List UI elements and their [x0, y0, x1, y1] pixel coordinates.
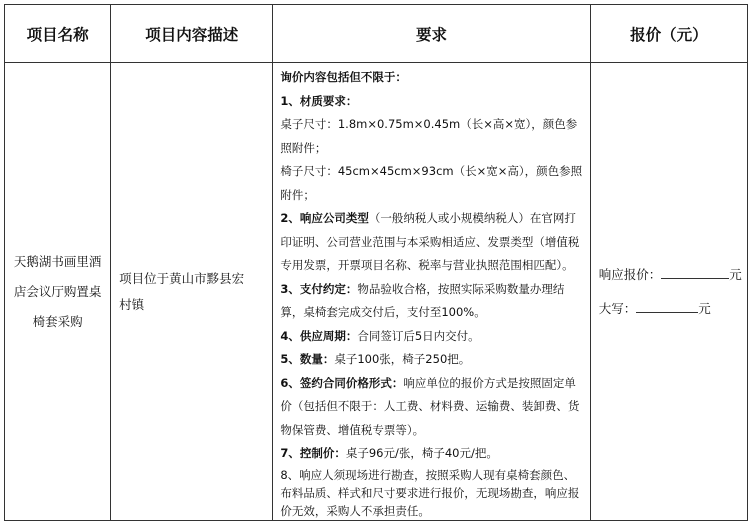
- item-2-label: 2、响应公司类型: [280, 211, 369, 225]
- quote-price-line: [598, 258, 742, 292]
- item-4-text: 合同签订后5日内交付。: [357, 328, 480, 343]
- requirement-item-3: [280, 278, 583, 325]
- requirement-item-8: 8、响应人须现场进行勘查，按照采购人现有桌椅套颜色、布料品质、样式和尺寸要求进行报价，无现场勘查，响应报价无效，采购人不承担责任。: [280, 467, 580, 518]
- header-project-name: 项目名称: [5, 5, 111, 63]
- chair-size-text: 椅子尺寸：45cm×45cm×93cm（长×宽×高），颜色参照附件；: [280, 164, 583, 202]
- caps-amount-label: 大写：: [598, 300, 637, 316]
- item-2-text: （一般纳税人或小规模纳税人）在官网打印证明、公司营业范围与本采购相适应、发票类型（增值税专用发票，开票项目名称、税率与营业执照范围相匹配）。: [280, 211, 580, 272]
- requirement-item-4: [280, 325, 583, 349]
- header-project-description: 项目内容描述: [111, 5, 273, 63]
- requirement-item-5: [280, 348, 583, 372]
- requirement-item-7: [280, 442, 583, 466]
- item-4-label: 4、供应周期：: [280, 328, 358, 343]
- project-description-cell: [111, 63, 273, 521]
- item-3-text: 物品验收合格，按照实际采购数量办理结算，桌椅套完成交付后，支付至100%。: [280, 281, 565, 319]
- item-7-text: 桌子96元/张，椅子40元/把。: [345, 446, 498, 460]
- price-cell: [590, 63, 747, 521]
- quote-price-blank[interactable]: [661, 263, 729, 279]
- table-row: [5, 63, 748, 521]
- requirements-cell: [273, 63, 590, 521]
- header-row: [5, 5, 748, 63]
- project-description-line: 项目位于黄山市黟县宏: [119, 270, 245, 286]
- project-name-line: 店会议厅购置桌: [13, 283, 102, 299]
- header-requirements: 要求: [273, 5, 590, 63]
- header-quote-price: 报价（元）: [590, 5, 747, 63]
- project-description-line: 村镇: [119, 296, 145, 312]
- item-7-label: 7、控制价：: [280, 446, 346, 460]
- item-6-label: 6、签约合同价格形式：: [280, 375, 404, 390]
- item-3-label: 3、支付约定：: [280, 281, 358, 296]
- project-name-line: 天鹅湖书画里酒: [13, 253, 102, 269]
- item-6-text: 响应单位的报价方式是按照固定单价（包括但不限于：人工费、材料费、运输费、装卸费、货物保管费、增值税专票等）。: [280, 375, 580, 437]
- caps-amount-blank[interactable]: [636, 297, 698, 313]
- material-title: 1、材质要求：: [280, 93, 358, 108]
- quote-price-unit: 元: [729, 266, 742, 282]
- requirements-intro: 询价内容包括但不限于：: [280, 70, 407, 84]
- item-5-label: 5、数量：: [280, 352, 335, 366]
- quote-price-label: 响应报价：: [598, 266, 662, 282]
- item-5-text: 桌子100张，椅子250把。: [334, 352, 471, 366]
- table-size-text: 桌子尺寸：1.8m×0.75m×0.45m（长×高×宽），颜色参照附件；: [280, 117, 578, 155]
- project-name-line: 椅套采购: [32, 313, 83, 329]
- requirement-item-2: [280, 207, 583, 278]
- project-name-cell: [5, 63, 111, 521]
- caps-amount-line: [599, 292, 739, 326]
- quotation-table: [4, 4, 748, 521]
- caps-amount-unit: 元: [698, 300, 711, 316]
- requirement-item-6: [280, 372, 583, 443]
